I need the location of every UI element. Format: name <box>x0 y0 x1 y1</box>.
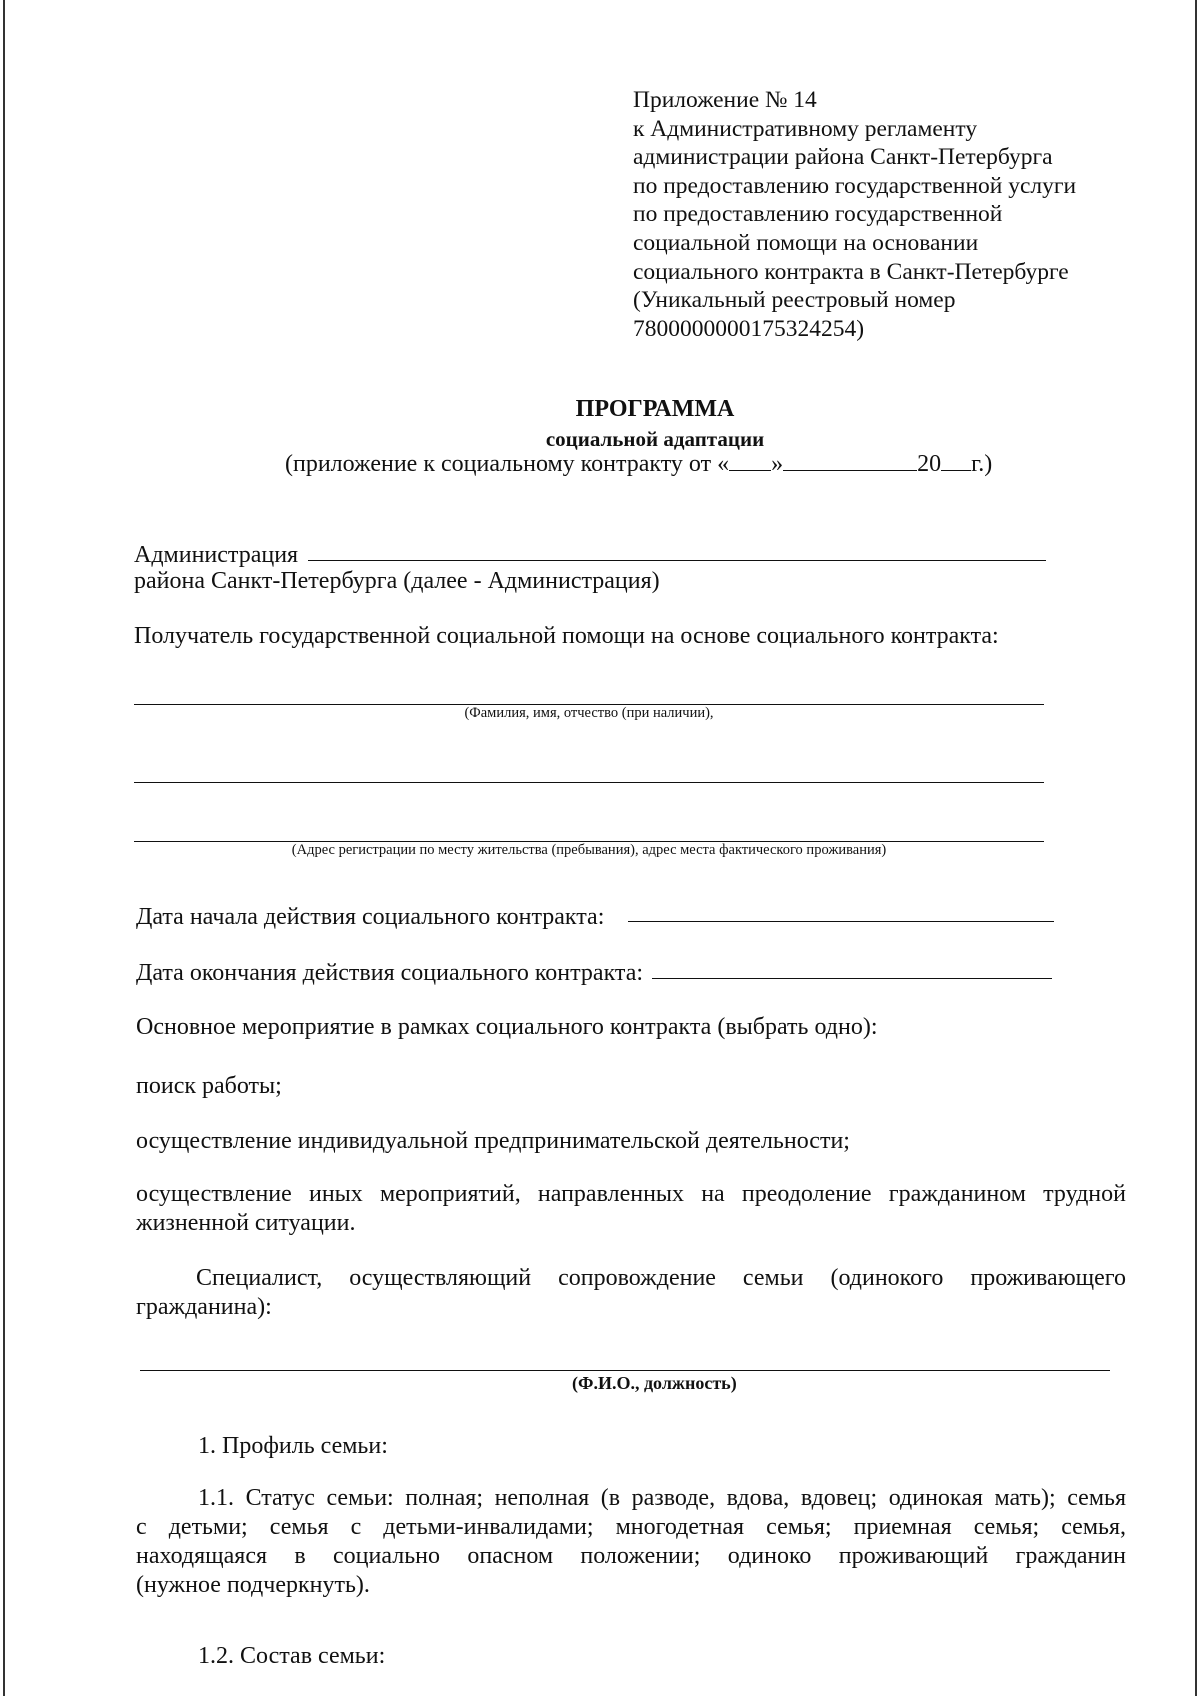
month-blank[interactable] <box>783 450 917 471</box>
note-year: 20 <box>917 451 942 477</box>
activity-option-other-line1: осуществление иных мероприятий, направленных на преодоление гражданином трудной <box>136 1181 1126 1207</box>
activity-option-job-search: поиск работы; <box>136 1073 282 1099</box>
appendix-line: социального контракта в Санкт-Петербурге <box>633 258 1069 285</box>
family-status-line2: с детьми; семья с детьми-инвалидами; многодетная семья; приемная семья; семья, <box>136 1514 1126 1540</box>
specialist-caption: (Ф.И.О., должность) <box>572 1373 737 1393</box>
document-title: ПРОГРАММА <box>575 396 735 422</box>
family-status-line4: (нужное подчеркнуть). <box>136 1572 370 1598</box>
document-subtitle: социальной адаптации <box>545 427 765 451</box>
appendix-header <box>633 86 1153 343</box>
recipient-address-field-1[interactable] <box>134 782 1044 783</box>
recipient-address-caption: (Адрес регистрации по месту жительства (пребывания), адрес места фактического проживания) <box>291 842 887 858</box>
family-status-line3: находящаяся в социально опасном положении; одиноко проживающий гражданин <box>136 1543 1126 1569</box>
start-date-label: Дата начала действия социального контракта: <box>136 904 605 930</box>
activity-option-entrepreneurship: осуществление индивидуальной предпринимательской деятельности; <box>136 1128 850 1154</box>
note-mid: » <box>771 451 784 477</box>
activity-option-other <box>136 1180 1126 1238</box>
administration-field[interactable] <box>308 560 1046 561</box>
scan-edge-right <box>1195 0 1197 1696</box>
recipient-name-caption: (Фамилия, имя, отчество (при наличии), <box>464 705 714 721</box>
appendix-line: социальной помощи на основании <box>633 229 979 256</box>
recipient-label: Получатель государственной социальной помощи на основе социального контракта: <box>134 623 999 649</box>
family-status-block <box>136 1484 1126 1600</box>
start-date-field[interactable] <box>628 921 1054 922</box>
appendix-line: (Уникальный реестровый номер <box>633 287 956 314</box>
note-start: (приложение к социальному контракту от « <box>285 451 730 477</box>
appendix-line: администрации района Санкт-Петербурга <box>633 144 1053 171</box>
note-end: г.) <box>971 451 993 477</box>
day-blank[interactable] <box>729 450 771 471</box>
appendix-line: к Административному регламенту <box>633 115 978 142</box>
contract-date-note <box>285 450 992 478</box>
year-blank[interactable] <box>941 450 971 471</box>
appendix-line: 7800000000175324254) <box>633 315 865 342</box>
specialist-block <box>136 1264 1126 1322</box>
end-date-label: Дата окончания действия социального контракта: <box>136 960 644 986</box>
specialist-field[interactable] <box>140 1370 1110 1371</box>
appendix-line: Приложение № 14 <box>633 87 817 113</box>
administration-line2: района Санкт-Петербурга (далее - Администрация) <box>134 568 660 594</box>
appendix-line: по предоставлению государственной услуги <box>633 172 1077 199</box>
activity-label: Основное мероприятие в рамках социального контракта (выбрать одно): <box>136 1014 878 1040</box>
section-family-composition: 1.2. Состав семьи: <box>198 1643 386 1669</box>
end-date-field[interactable] <box>652 978 1052 979</box>
specialist-line1: Специалист, осуществляющий сопровождение семьи (одинокого проживающего <box>196 1265 1126 1291</box>
family-status-line1: 1.1. Статус семьи: полная; неполная (в разводе, вдова, вдовец; одинокая мать); семья <box>198 1485 1126 1511</box>
specialist-line2: гражданина): <box>136 1294 272 1320</box>
activity-option-other-line2: жизненной ситуации. <box>136 1210 356 1236</box>
section-family-profile: 1. Профиль семьи: <box>198 1433 388 1459</box>
scan-edge-left <box>3 0 5 1696</box>
appendix-line: по предоставлению государственной <box>633 201 1003 228</box>
administration-label: Администрация <box>134 542 299 568</box>
